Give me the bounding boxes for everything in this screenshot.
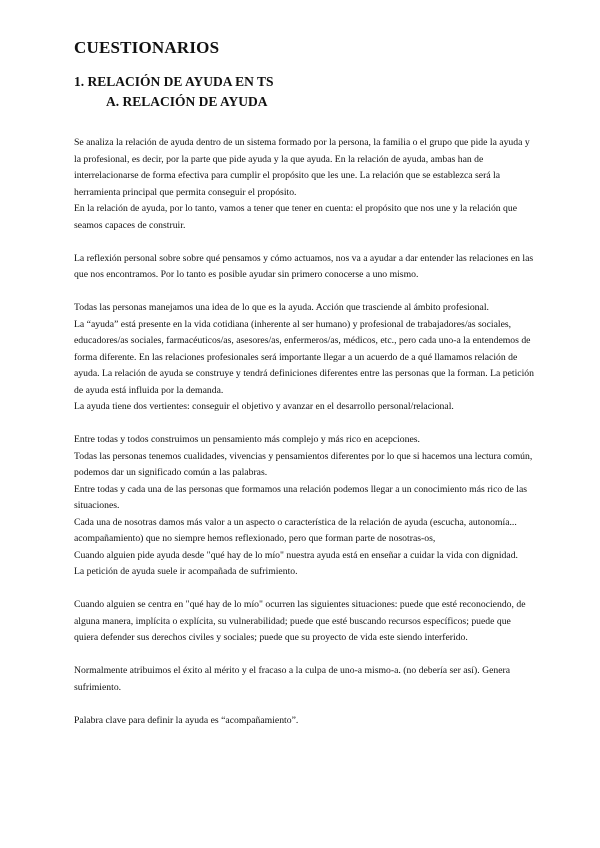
paragraph: Palabra clave para definir la ayuda es “acompañamiento”. (74, 714, 299, 726)
paragraph: La reflexión personal sobre sobre qué pensamos y cómo actuamos, nos va a ayudar a dar entender las relaciones en las que nos encontramos. Por lo tanto es posible ayudar sin primero conocerse a uno mismo. (74, 252, 534, 280)
subsection-heading: A. RELACIÓN DE AYUDA (106, 94, 268, 109)
paragraph: Entre todas y todos construimos un pensamiento más complejo y más rico en acepciones. (74, 434, 420, 445)
paragraph: La petición de ayuda suele ir acompañada de sufrimiento. (74, 566, 298, 577)
paragraph: Cuando alguien se centra en "qué hay de lo mío" ocurren las siguientes situaciones: puede que esté reconociendo, de alguna manera, implícita o explícita, su vulnerabilidad; puede que esté buscando recursos específicos; puede que quiera defender sus derechos civiles y sociales; puede que su proyecto de vida este siendo interferido. (74, 599, 526, 643)
paragraph: Cada una de nosotras damos más valor a un aspecto o característica de la relación de ayuda (escucha, autonomía... acompañamiento) que no siempre hemos reflexionado, pero que forman parte de nosotras-os, (74, 516, 517, 544)
paragraph: Normalmente atribuimos el éxito al mérito y el fracaso a la culpa de uno-a mismo-a. (no debería ser así). Genera sufrimiento. (74, 665, 511, 693)
paragraph: Se analiza la relación de ayuda dentro de un sistema formado por la persona, la familia o el grupo que pide la ayuda y la profesional, es decir, por la parte que pide ayuda y la que ayuda. En la relación de ayuda, ambas han de interrelacionarse de forma efectiva para cumplir el propósito que les une. La relación que se establezca será la herramienta principal que permita conseguir el propósito. (74, 137, 530, 198)
paragraph-gap (74, 284, 534, 301)
paragraph-gap (74, 234, 534, 251)
paragraph-gap (74, 581, 534, 598)
paragraph: En la relación de ayuda, por lo tanto, vamos a tener que tener en cuenta: el propósito que nos une y la relación que seamos capaces de construir. (74, 203, 518, 231)
section-heading: 1. RELACIÓN DE AYUDA EN TS (74, 74, 274, 89)
paragraph-gap (74, 647, 534, 664)
page-title: CUESTIONARIOS (74, 38, 220, 57)
paragraph: Cuando alguien pide ayuda desde "qué hay de lo mío" nuestra ayuda está en enseñar a cuidar la vida con dignidad. (74, 549, 518, 561)
paragraph-gap (74, 416, 534, 433)
paragraph: La “ayuda” está presente en la vida cotidiana (inherente al ser humano) y profesional de trabajadores/as sociales, educadores/as sociales, farmacéuticos/as, asesores/as, enfermeros/as, médicos, etc., pero cada uno-a la entendemos de forma diferente. En las relaciones profesionales será importante llegar a un acuerdo de a qué llamamos relación de ayuda. La relación de ayuda se construye y tendrá definiciones diferentes entre las personas que la forman. La petición de ayuda está influida por la demanda. (74, 318, 534, 396)
paragraph: Todas las personas manejamos una idea de lo que es la ayuda. Acción que trasciende al ámbito profesional. (74, 302, 489, 313)
paragraph: La ayuda tiene dos vertientes: conseguir el objetivo y avanzar en el desarrollo personal/relacional. (74, 401, 454, 412)
paragraph: Entre todas y cada una de las personas que formamos una relación podemos llegar a un conocimiento más rico de las situaciones. (74, 483, 528, 511)
paragraph: Todas las personas tenemos cualidades, vivencias y pensamientos diferentes por lo que si hacemos una lectura común, podemos dar un significado común a las palabras. (74, 450, 533, 478)
paragraph-gap (74, 696, 534, 713)
document-body (74, 135, 534, 729)
